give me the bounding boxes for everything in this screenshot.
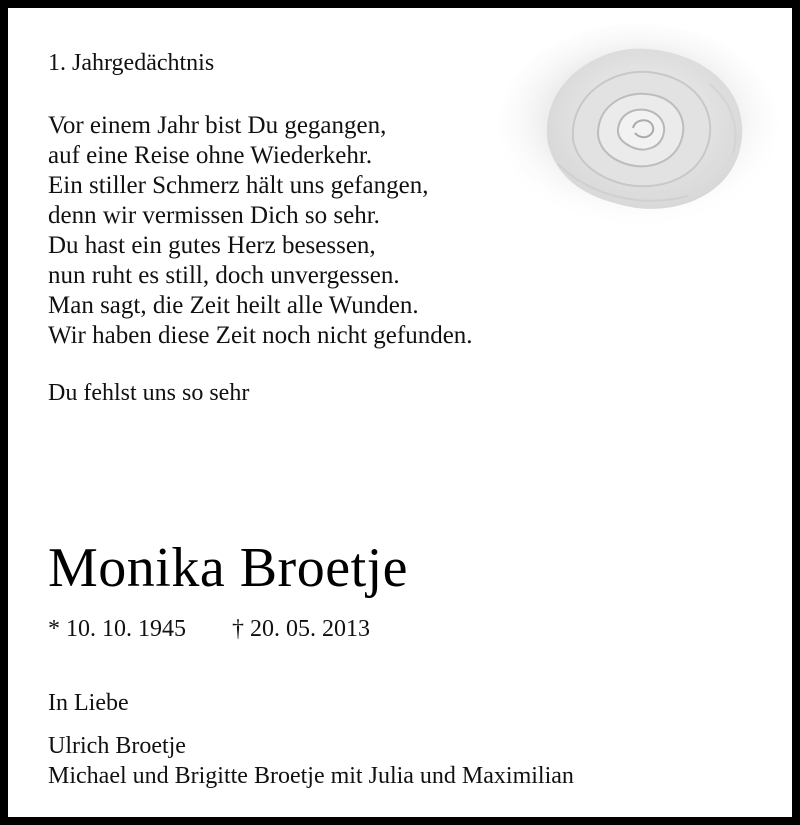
tagline: Du fehlst uns so sehr bbox=[48, 380, 250, 406]
mourner-line: Ulrich Broetje bbox=[48, 733, 186, 759]
obituary-card bbox=[8, 8, 792, 817]
poem-line: Vor einem Jahr bist Du gegangen, bbox=[48, 112, 387, 139]
anniversary-subtitle: 1. Jahrgedächtnis bbox=[48, 50, 215, 76]
rose-icon bbox=[478, 24, 778, 224]
poem-line: Man sagt, die Zeit heilt alle Wunden. bbox=[48, 292, 419, 319]
deceased-name: Monika Broetje bbox=[48, 537, 409, 599]
poem-line: nun ruht es still, doch unvergessen. bbox=[48, 262, 400, 289]
poem-line: denn wir vermissen Dich so sehr. bbox=[48, 202, 380, 229]
poem-line: Du hast ein gutes Herz besessen, bbox=[48, 232, 376, 259]
memorial-poem bbox=[48, 111, 473, 351]
mourner-line: Michael und Brigitte Broetje mit Julia und Maximilian bbox=[48, 763, 574, 789]
birth-date: * 10. 10. 1945 bbox=[48, 616, 186, 642]
poem-line: Ein stiller Schmerz hält uns gefangen, bbox=[48, 172, 429, 199]
mourners-list bbox=[48, 731, 574, 791]
death-date: † 20. 05. 2013 bbox=[232, 616, 370, 642]
life-dates bbox=[48, 616, 370, 643]
poem-line: auf eine Reise ohne Wiederkehr. bbox=[48, 142, 373, 169]
in-love-label: In Liebe bbox=[48, 690, 129, 716]
poem-line: Wir haben diese Zeit noch nicht gefunden. bbox=[48, 322, 473, 349]
